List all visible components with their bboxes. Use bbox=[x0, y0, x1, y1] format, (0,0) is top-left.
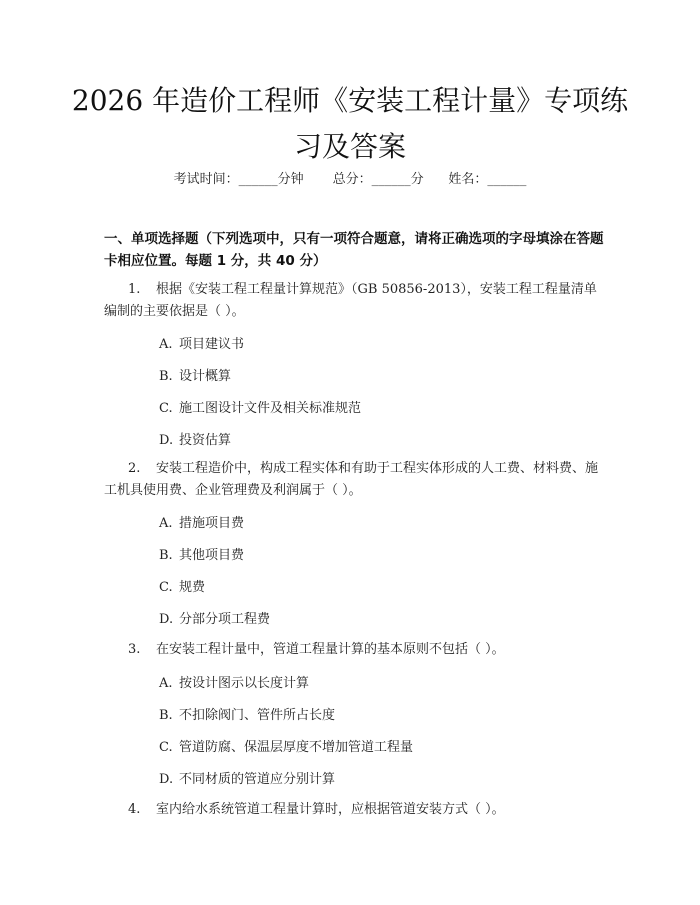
question-3 bbox=[104, 639, 604, 661]
option-letter: C. bbox=[159, 580, 173, 595]
name-label: 姓名： bbox=[448, 172, 488, 187]
question-text: 在安装工程计量中，管道工程量计算的基本原则不包括（ ）。 bbox=[156, 642, 505, 657]
question-number: 1. bbox=[128, 282, 141, 297]
question-2 bbox=[104, 458, 604, 502]
section-heading: 一、单项选择题（下列选项中，只有一项符合题意，请将正确选项的字母填涂在答题卡相应位置。每题 1 分，共 40 分） bbox=[104, 231, 604, 269]
option-text: 分部分项工程费 bbox=[179, 612, 271, 627]
option-2d bbox=[159, 608, 270, 627]
score-blank: ______ bbox=[371, 172, 411, 187]
option-2c bbox=[159, 576, 205, 595]
option-text: 按设计图示以长度计算 bbox=[179, 676, 310, 691]
option-text: 投资估算 bbox=[179, 433, 232, 448]
option-letter: D. bbox=[159, 772, 174, 787]
option-1b bbox=[159, 365, 231, 384]
exam-time-blank: ______ bbox=[238, 172, 278, 187]
exam-meta-line bbox=[0, 168, 700, 187]
option-letter: A. bbox=[159, 337, 173, 352]
name-blank: ______ bbox=[487, 172, 527, 187]
option-1c bbox=[159, 397, 361, 416]
question-number: 3. bbox=[128, 642, 141, 657]
question-text: 室内给水系统管道工程量计算时，应根据管道安装方式（ ）。 bbox=[156, 802, 505, 817]
option-text: 设计概算 bbox=[179, 369, 232, 384]
question-4 bbox=[104, 799, 604, 821]
option-2a bbox=[159, 512, 244, 531]
option-3b bbox=[159, 704, 335, 723]
score-label: 总分： bbox=[332, 172, 372, 187]
option-3c bbox=[159, 736, 413, 755]
score-unit: 分 bbox=[410, 172, 424, 187]
question-number: 4. bbox=[128, 802, 141, 817]
option-text: 项目建议书 bbox=[179, 337, 245, 352]
option-3a bbox=[159, 672, 309, 691]
option-text: 措施项目费 bbox=[179, 516, 245, 531]
option-text: 管道防腐、保温层厚度不增加管道工程量 bbox=[179, 740, 414, 755]
question-number: 2. bbox=[128, 461, 141, 476]
option-letter: C. bbox=[159, 401, 173, 416]
option-letter: A. bbox=[159, 676, 173, 691]
exam-time-label: 考试时间： bbox=[173, 172, 239, 187]
option-letter: A. bbox=[159, 516, 173, 531]
question-text: 根据《安装工程工程量计算规范》（GB 50856-2013），安装工程工程量清单编制的主要依据是（ ）。 bbox=[104, 282, 597, 319]
option-1a bbox=[159, 333, 244, 352]
option-text: 不扣除阀门、管件所占长度 bbox=[179, 708, 336, 723]
document-title: 2026 年造价工程师《安装工程计量》专项练习及答案 bbox=[71, 84, 629, 163]
exam-time-unit: 分钟 bbox=[277, 172, 304, 187]
option-1d bbox=[159, 429, 231, 448]
option-text: 其他项目费 bbox=[179, 548, 245, 563]
option-letter: B. bbox=[159, 369, 173, 384]
question-text: 安装工程造价中，构成工程实体和有助于工程实体形成的人工费、材料费、施工机具使用费、企业管理费及利润属于（ ）。 bbox=[104, 461, 599, 498]
option-letter: D. bbox=[159, 612, 174, 627]
option-2b bbox=[159, 544, 244, 563]
option-letter: D. bbox=[159, 433, 174, 448]
question-1 bbox=[104, 279, 604, 323]
option-3d bbox=[159, 768, 335, 787]
option-text: 施工图设计文件及相关标准规范 bbox=[179, 401, 362, 416]
option-letter: B. bbox=[159, 548, 173, 563]
option-letter: B. bbox=[159, 708, 173, 723]
option-text: 规费 bbox=[179, 580, 206, 595]
option-letter: C. bbox=[159, 740, 173, 755]
option-text: 不同材质的管道应分别计算 bbox=[179, 772, 336, 787]
